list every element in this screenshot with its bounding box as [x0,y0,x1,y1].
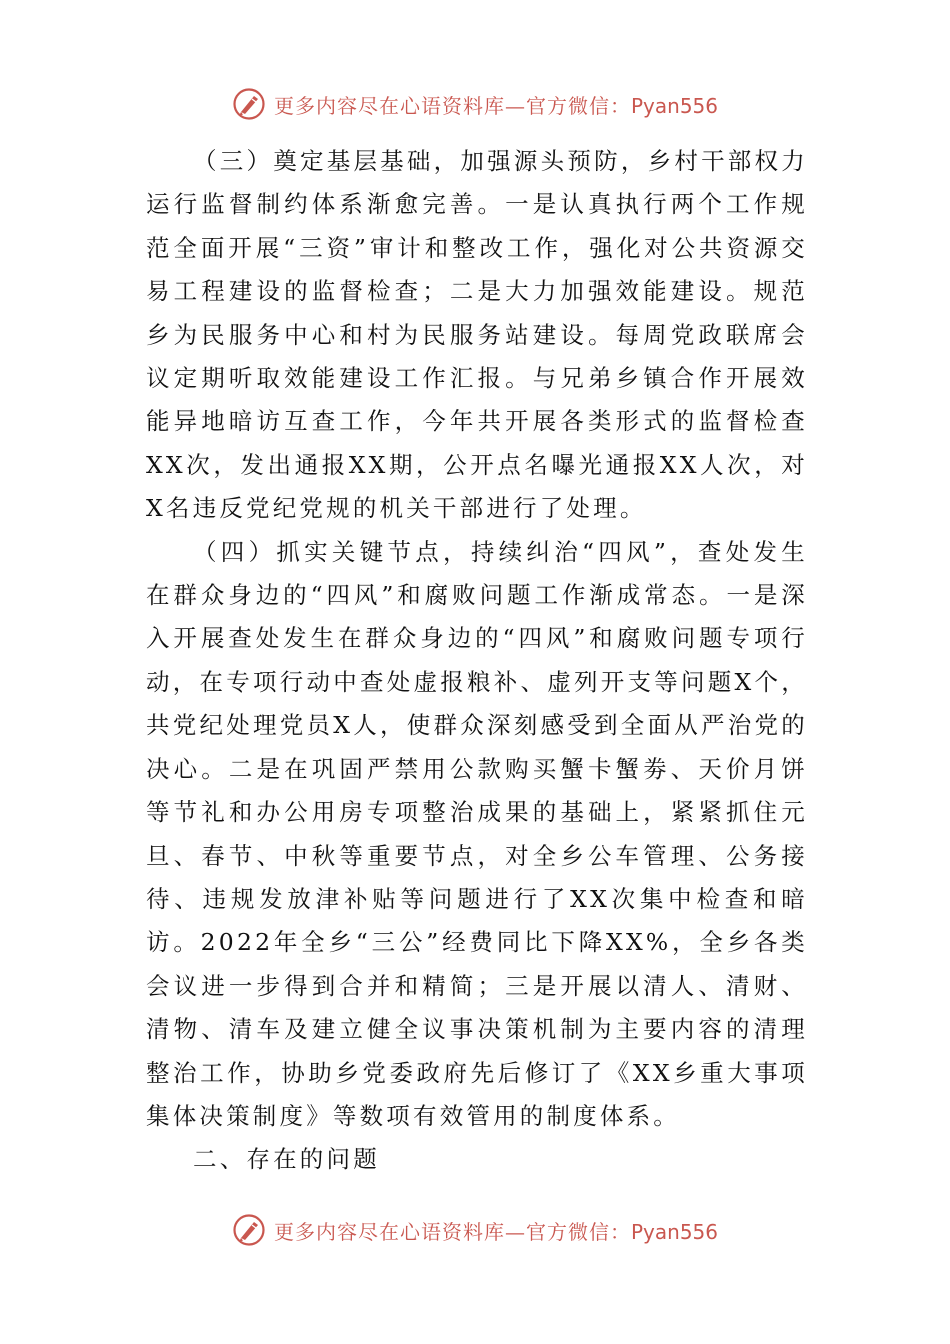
watermark-text: 更多内容尽在心语资料库—官方微信：Pyan556 [273,93,718,118]
body-paragraph: （三）奠定基层基础，加强源头预防，乡村干部权力运行监督制约体系渐愈完善。一是认真执行两个工作规范全面开展“三资”审计和整改工作，强化对公共资源交易工程建设的监督检查；二是大力加强效能建设。规范乡为民服务中心和村为民服务站建设。每周党政联席会议定期听取效能建设工作汇报。与兄弟乡镇合作开展效能异地暗访互查工作，今年共开展各类形式的监督检查XX次，发出通报XX期，公开点名曝光通报XX人次，对X名违反党纪党规的机关干部进行了处理。 [146,147,808,523]
watermark-text: 更多内容尽在心语资料库—官方微信：Pyan556 [273,1219,718,1244]
body-paragraph: （四）抓实关键节点，持续纠治“四风”，查处发生在群众身边的“四风”和腐败问题工作渐成常态。一是深入开展查处发生在群众身边的“四风”和腐败问题专项行动，在专项行动中查处虚报粮补、虚列开支等问题X个，共党纪处理党员X人，使群众深刻感受到全面从严治党的决心。二是在巩固严禁用公款购买蟹卡蟹劵、天价月饼等节礼和办公用房专项整治成果的基础上，紧紧抓住元旦、春节、中秋等重要节点，对全乡公车管理、公务接待、违规发放津补贴等问题进行了XX次集中检查和暗访。2022年全乡“三公”经费同比下降XX%，全乡各类会议进一步得到合并和精简；三是开展以清人、清财、清物、清车及建立健全议事决策机制为主要内容的清理整治工作，协助乡党委政府先后修订了《XX乡重大事项集体决策制度》等数项有效管用的制度体系。 [146,537,808,1130]
document-body [146,140,808,1182]
footer-watermark-banner [0,1208,950,1252]
pen-logo-icon [232,1213,266,1247]
pen-logo-icon [232,87,266,121]
section-heading: 二、存在的问题 [193,1145,380,1174]
header-watermark-banner [0,82,950,126]
